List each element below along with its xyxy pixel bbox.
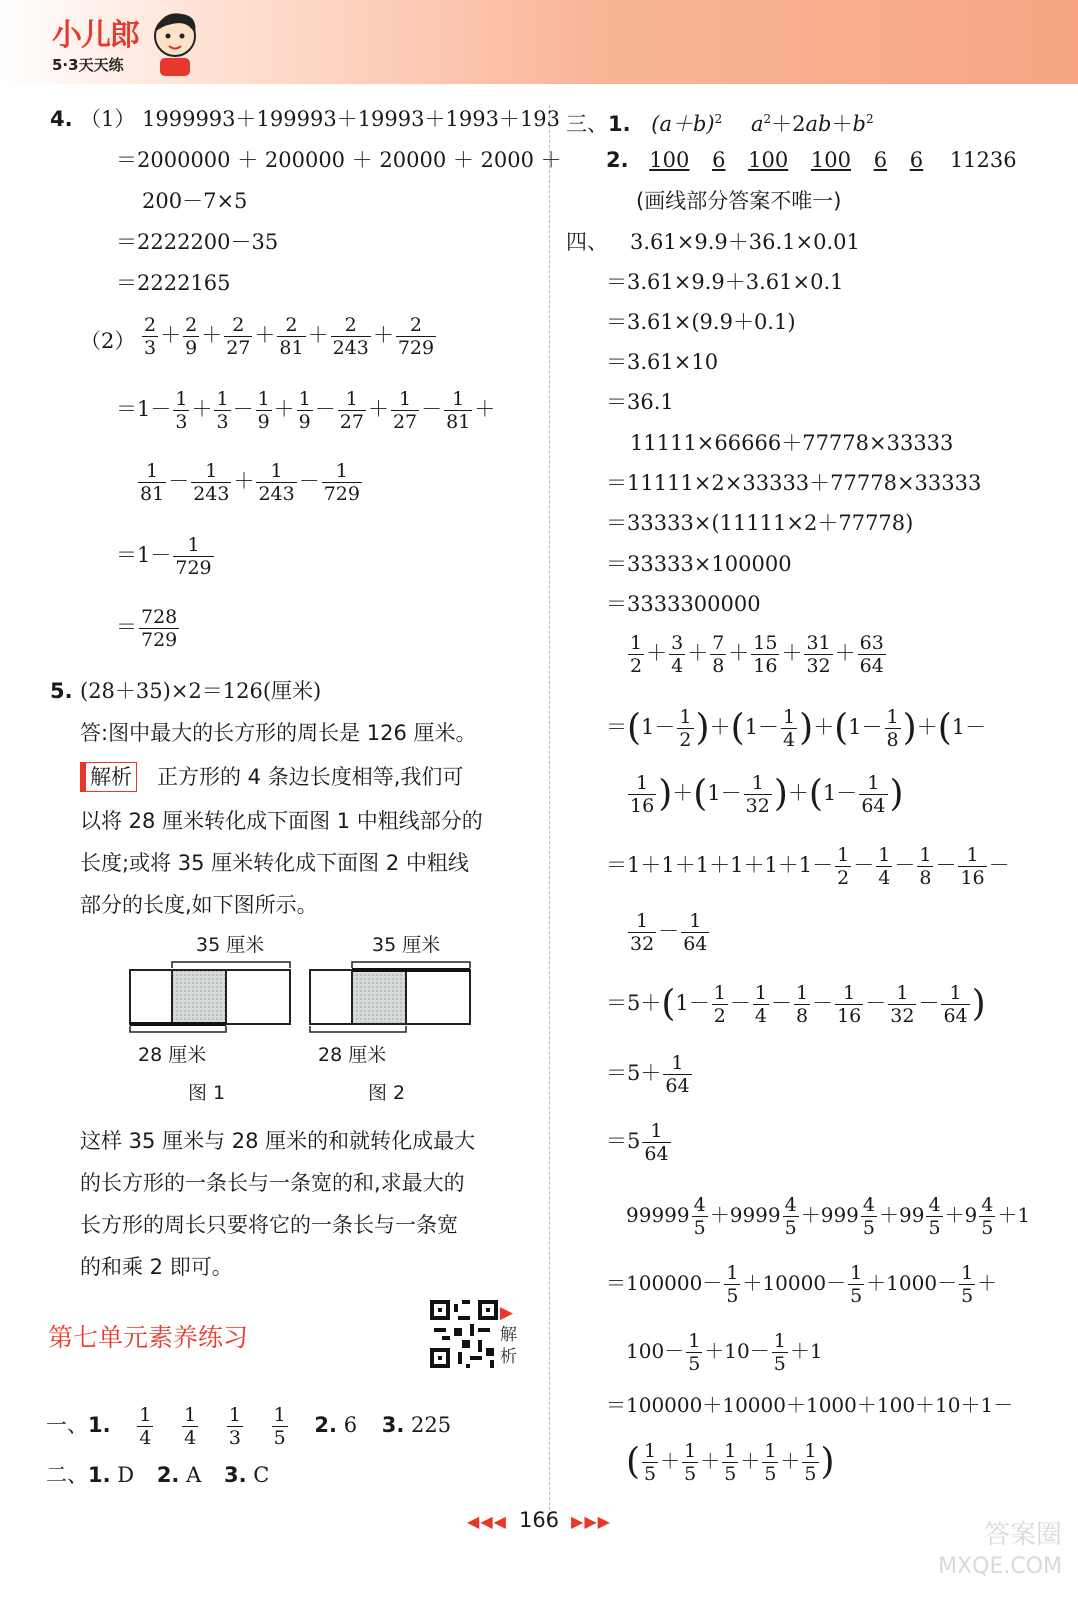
math-line: ＝2000000 ＋ 200000 ＋ 20000 ＋ 2000 ＋	[116, 148, 562, 172]
math-line: ＝33333×(11111×2＋77778)	[606, 511, 914, 535]
figure-label: 35 厘米	[372, 934, 441, 956]
answer-text: 答:图中最大的长方形的周长是 126 厘米。	[80, 721, 477, 745]
explanation-text: 这样 35 厘米与 28 厘米的和就转化成最大	[80, 1129, 476, 1153]
answer-row: 一、1. $\frac{1}{4}$ $\frac{1}{4}$ $\frac{1}{3}$ $\frac{1}{5}$ 2. 6 3. 225	[46, 1404, 452, 1449]
fraction-expression: ＝5＋(1－ $\frac{1}{2}$ － $\frac{1}{4}$ － $\frac{1}{8}$ － $\frac{1}{16}$ － $\frac{1}{32}$ － $\frac{1}{64}$ )	[606, 982, 986, 1027]
fraction-expression: ＝ $\frac{728}{729}$	[116, 606, 178, 651]
fraction-expression: $\frac{2}{3}$ ＋ $\frac{2}{9}$ ＋ $\frac{2}{27}$ ＋ $\frac{2}{81}$ ＋ $\frac{2}{243}$ ＋ $\frac{2}{729}$	[144, 314, 435, 359]
answer-row: 三、1. $(a+b)^2$ $a^2+2ab+b^2$	[566, 112, 874, 136]
fraction-expression: $\frac{1}{16}$ )＋(1－ $\frac{1}{32}$ )＋(1－ $\frac{1}{64}$ )	[630, 772, 904, 817]
figure-label: 28 厘米	[318, 1044, 387, 1066]
part-label: （1）	[80, 107, 136, 131]
math-line: ＝3333300000	[606, 592, 761, 616]
math-line: ＝2222200－35	[116, 230, 279, 254]
math-line: ＝11111×2×33333＋77778×33333	[606, 471, 982, 495]
math-line: ＝36.1	[606, 390, 674, 414]
math-line: 1999993＋199993＋19993＋1993＋193	[142, 107, 561, 131]
explanation-text: 长度;或将 35 厘米转化成下面图 2 中粗线	[80, 851, 469, 875]
qr-code-icon[interactable]	[430, 1300, 498, 1368]
fraction-expression: ＝100000－ $\frac{1}{5}$ ＋10000－ $\frac{1}{5}$ ＋1000－ $\frac{1}{5}$ ＋	[606, 1262, 998, 1307]
figure-caption: 图 2	[368, 1082, 406, 1104]
math-line: 3.61×9.9＋36.1×0.01	[630, 230, 860, 254]
fraction-expression: 100－ $\frac{1}{5}$ ＋10－ $\frac{1}{5}$ ＋1	[626, 1330, 823, 1375]
fraction-expression: ＝1－ $\frac{1}{3}$ ＋ $\frac{1}{3}$ － $\frac{1}{9}$ ＋ $\frac{1}{9}$ － $\frac{1}{27}$ ＋ $\frac{1}{27}$ － $\frac{1}{81}$ ＋	[116, 388, 496, 433]
note-text: (画线部分答案不唯一)	[636, 189, 842, 213]
fraction-expression: ＝(1－ $\frac{1}{2}$ )＋(1－ $\frac{1}{4}$ )＋(1－ $\frac{1}{8}$ )＋(1－	[606, 706, 987, 751]
page-number: 166	[518, 1508, 560, 1532]
fraction-expression: $\frac{1}{2}$ ＋ $\frac{3}{4}$ ＋ $\frac{7}{8}$ ＋ $\frac{15}{16}$ ＋ $\frac{31}{32}$ ＋ $\frac{63}{64}$	[630, 632, 884, 677]
math-line: ＝3.61×9.9＋3.61×0.1	[606, 270, 844, 294]
rectangle-figures	[120, 958, 480, 1038]
next-arrows-icon: ▶▶▶	[571, 1512, 611, 1531]
series-name: 5·3天天练	[52, 56, 124, 74]
math-line: 200－7×5	[142, 189, 248, 213]
figure-label: 35 厘米	[196, 934, 265, 956]
part-label: （2）	[80, 329, 136, 353]
fraction-expression: ( $\frac{1}{5}$ ＋ $\frac{1}{5}$ ＋ $\frac{1}{5}$ ＋ $\frac{1}{5}$ ＋ $\frac{1}{5}$ )	[626, 1440, 835, 1485]
explanation-text: 的和乘 2 即可。	[80, 1255, 233, 1279]
figure-label: 28 厘米	[138, 1044, 207, 1066]
fraction-expression: $\frac{1}{32}$ － $\frac{1}{64}$	[630, 910, 708, 955]
watermark: 答案圈 MXQE.COM	[938, 1520, 1062, 1579]
fraction-expression: ＝1＋1＋1＋1＋1＋1－ $\frac{1}{2}$ － $\frac{1}{4}$ － $\frac{1}{8}$ － $\frac{1}{16}$ －	[606, 844, 1010, 889]
section-label: 四、	[566, 230, 608, 254]
math-line: 11111×66666＋77778×33333	[630, 431, 954, 455]
explanation-text: 正方形的 4 条边长度相等,我们可	[157, 765, 464, 789]
fraction-expression: ＝5 $\frac{1}{64}$	[606, 1120, 669, 1165]
math-line: ＝3.61×10	[606, 350, 719, 374]
answer-row: 二、1. D 2. A 3. C	[46, 1463, 270, 1487]
unit-title: 第七单元素养练习	[48, 1323, 249, 1352]
figure-caption: 图 1	[188, 1082, 226, 1104]
math-line: ＝100000＋10000＋1000＋100＋10＋1－	[606, 1393, 1014, 1417]
explanation-line	[80, 762, 463, 792]
fraction-expression: ＝5＋ $\frac{1}{64}$	[606, 1052, 690, 1097]
analysis-tag: 解析	[80, 762, 137, 792]
play-icon: ▶	[500, 1303, 514, 1323]
explanation-text: 部分的长度,如下图所示。	[80, 893, 318, 917]
math-line: (28＋35)×2＝126(厘米)	[80, 679, 322, 703]
question-number: 5.	[50, 679, 73, 703]
explanation-text: 长方形的周长只要将它的一条长与一条宽	[80, 1213, 458, 1237]
column-divider	[549, 105, 550, 1525]
question-number: 4.	[50, 107, 73, 131]
fraction-expression: ＝1－ $\frac{1}{729}$	[116, 534, 212, 579]
fraction-expression: 99999 $\frac{4}{5}$ ＋9999 $\frac{4}{5}$ ＋999 $\frac{4}{5}$ ＋99 $\frac{4}{5}$ ＋9 $\frac{4}{5}$ ＋1	[626, 1194, 1031, 1239]
qr-analysis-label: ▶ 解析	[500, 1303, 517, 1367]
math-line: ＝2222165	[116, 271, 231, 295]
fraction-expression: $\frac{1}{81}$ － $\frac{1}{243}$ ＋ $\frac{1}{243}$ － $\frac{1}{729}$	[140, 460, 360, 505]
brand-logo: 小儿郎	[52, 18, 139, 53]
math-line: ＝3.61×(9.9＋0.1)	[606, 310, 796, 334]
math-line: ＝33333×100000	[606, 552, 792, 576]
prev-arrows-icon: ◀◀◀	[467, 1512, 507, 1531]
page-footer	[0, 1508, 1078, 1532]
mascot-icon	[142, 6, 208, 78]
answer-row: 2. 100 6 100 100 6 6 11236	[606, 148, 1017, 172]
explanation-text: 以将 28 厘米转化成下面图 1 中粗线部分的	[80, 809, 483, 833]
explanation-text: 的长方形的一条长与一条宽的和,求最大的	[80, 1171, 465, 1195]
